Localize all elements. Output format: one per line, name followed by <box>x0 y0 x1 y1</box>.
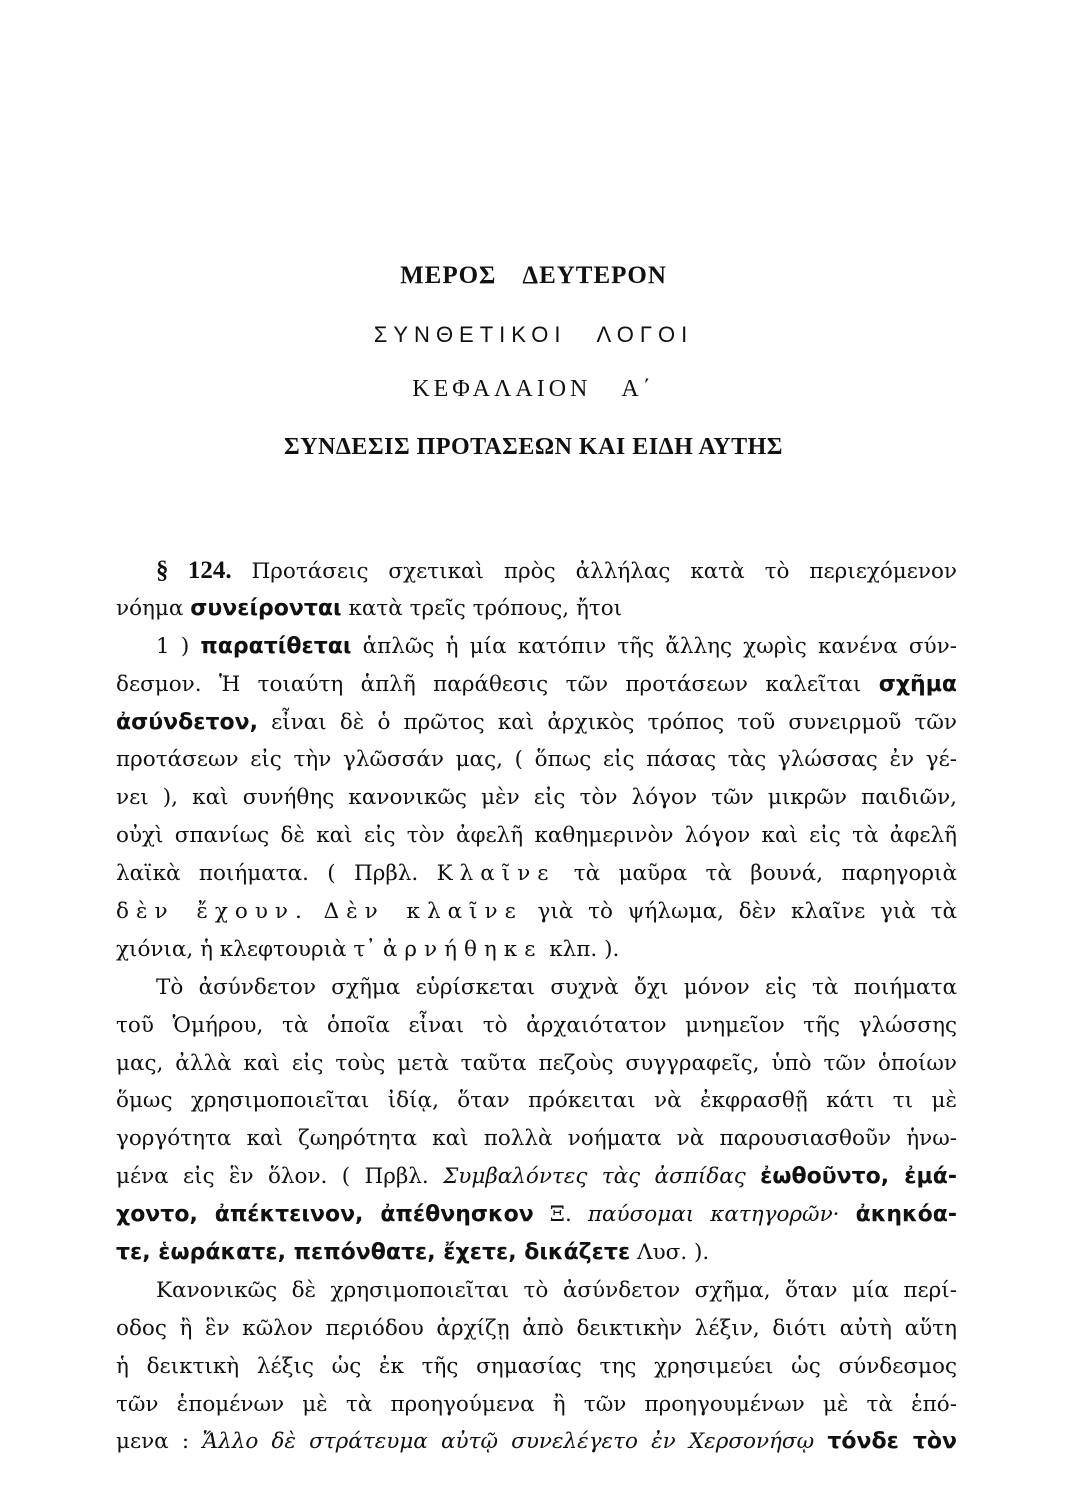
line-10-spaced-c: Δὲν κλαῖνε <box>323 899 523 925</box>
text-line-11 <box>116 931 957 969</box>
line-11-text-c: κλπ. ). <box>542 936 620 962</box>
text-line-24 <box>116 1423 957 1461</box>
body-text <box>116 552 957 1461</box>
line-24-italic: Ἄλλο δὲ στράτευμα αὐτῷ συνελέγετο ἐν Χερσονήσῳ <box>202 1429 815 1455</box>
line-18-text-b: Ξ. <box>533 1202 588 1228</box>
list-marker-1: 1 ) <box>156 633 201 659</box>
line-2-bold: συνείρονται <box>190 595 342 621</box>
line-19-bold: τε, ἑωράκατε, πεπόνθατε, ἔχετε, δικάζετε <box>116 1240 631 1266</box>
subtitle-heading <box>0 322 1067 348</box>
line-9-spaced: Κλαῖνε <box>436 861 556 887</box>
line-17-italic: Συμβαλόντες τὰς ἀσπίδας <box>443 1164 746 1190</box>
line-18-italic: παύσομαι κατηγορῶν· <box>587 1202 840 1228</box>
line-24-text-a: μενα : <box>116 1429 203 1455</box>
line-1-text: Προτάσεις σχετικαὶ πρὸς ἀλλήλας κατὰ τὸ περιεχόμενον <box>231 559 957 584</box>
line-5-text-b: εἶναι δὲ ὁ πρῶτος καὶ ἀρχικὸς τρόπος τοῦ συνειρμοῦ τῶν <box>257 709 957 735</box>
subtitle-word-2: ΛΟΓΟΙ <box>596 322 694 347</box>
line-2-text-c: κατὰ τρεῖς τρόπους, ἤτοι <box>341 595 623 621</box>
part-heading <box>0 262 1067 290</box>
text-line-5 <box>116 704 957 742</box>
text-line-14: μας, ἀλλὰ καὶ εἰς τοὺς μετὰ ταῦτα πεζοὺς συγγραφεῖς, ὑπὸ τῶν ὁποίων <box>116 1050 957 1076</box>
chapter-heading <box>0 376 1067 403</box>
text-line-4 <box>116 666 957 704</box>
part-word-2: ΔΕΥΤΕΡΟΝ <box>522 262 667 289</box>
text-line-15: ὅμως χρησιμοποιεῖται ἰδίᾳ, ὅταν πρόκειται νὰ ἐκφρασθῇ κάτι τι μὲ <box>116 1088 957 1114</box>
section-title: ΣΥΝΔΕΣΙΣ ΠΡΟΤΑΣΕΩΝ ΚΑΙ ΕΙΔΗ ΑΥΤΗΣ <box>284 434 783 460</box>
text-line-23: τῶν ἑπομένων μὲ τὰ προηγούμενα ἢ τῶν προηγουμένων μὲ τὰ ἑπό- <box>116 1391 957 1417</box>
line-2-text-a: νόημα <box>116 595 191 621</box>
part-word-1: ΜΕΡΟΣ <box>400 262 497 289</box>
text-line-22: ἡ δεικτικὴ λέξις ὡς ἐκ τῆς σημασίας της χρησιμεύει ὡς σύνδεσμος <box>116 1353 957 1379</box>
line-10-spaced-a: δὲν ἔχουν. <box>116 899 309 925</box>
text-line-12: Τὸ ἀσύνδετον σχῆμα εὑρίσκεται συχνὰ ὄχι μόνον εἰς τὰ ποιήματα <box>156 974 957 1000</box>
text-line-2 <box>116 590 957 628</box>
line-4-bold: σχῆμα <box>878 671 957 697</box>
text-line-9 <box>116 855 957 893</box>
chapter-word-1: ΚΕΦΑΛΑΙΟΝ <box>412 376 592 402</box>
line-17-gap <box>746 1164 760 1189</box>
text-line-17 <box>116 1158 957 1196</box>
line-10-text-d: γιὰ τὸ ψήλωμα, δὲν κλαῖνε γιὰ τὰ <box>522 899 957 925</box>
line-10-gap <box>309 899 324 924</box>
text-line-8: οὐχὶ σπανίως δὲ καὶ εἰς τὸν ἀφελῆ καθημερινὸν λόγον καὶ εἰς τὰ ἀφελῆ <box>116 823 957 849</box>
line-11-spaced: ἀρνήθηκε <box>382 936 543 962</box>
line-17-text-a: μένα εἰς ἓν ὅλον. ( Πρβλ. <box>116 1164 444 1190</box>
line-3-text-c: ἁπλῶς ἡ μία κατόπιν τῆς ἄλλης χωρὶς κανένα σύν- <box>351 633 957 659</box>
line-18-bold-e: ἀκηκόα- <box>855 1202 957 1228</box>
text-line-13: τοῦ Ὁμήρου, τὰ ὁποῖα εἶναι τὸ ἀρχαιότατον μνημεῖον τῆς γλώσσης <box>116 1012 957 1038</box>
text-line-6: προτάσεων εἰς τὴν γλῶσσάν μας, ( ὅπως εἰς πάσας τὰς γλώσσας ἐν γέ- <box>116 747 957 773</box>
line-4-text-a: δεσμον. Ἡ τοιαύτη ἁπλῆ παράθεσις τῶν προτάσεων καλεῖται <box>116 671 879 697</box>
line-9-text-c: τὰ μαῦρα τὰ βουνά, παρηγοριὰ <box>555 861 957 887</box>
line-19-text-b: Λυσ. ). <box>630 1240 710 1266</box>
text-line-16: γοργότητα καὶ ζωηρότητα καὶ πολλὰ νοήματα νὰ παρουσιασθοῦν ἡνω- <box>116 1126 957 1152</box>
line-11-text-a: χιόνια, ἡ κλεφτουριὰ τ᾽ <box>116 936 383 962</box>
line-24-bold: τόνδε τὸν <box>827 1429 957 1455</box>
subtitle-word-1: ΣΥΝΘΕΤΙΚΟΙ <box>373 322 567 347</box>
line-18-gap <box>840 1202 856 1227</box>
text-line-18 <box>116 1196 957 1234</box>
text-line-21: οδος ἢ ἓν κῶλον περιόδου ἀρχίζῃ ἀπὸ δεικτικὴν λέξιν, διότι αὐτὴ αὕτη <box>116 1315 957 1341</box>
line-18-bold-a: χοντο, ἀπέκτεινον, ἀπέθνησκον <box>116 1202 534 1228</box>
line-3-bold: παρατίθεται <box>200 633 352 659</box>
line-17-bold: ἐωθοῦντο, ἐμά- <box>760 1164 957 1190</box>
section-number: § 124. <box>156 557 232 584</box>
line-9-text-a: λαϊκὰ ποιήματα. ( Πρβλ. <box>116 861 437 887</box>
line-24-gap <box>814 1429 827 1454</box>
chapter-word-2: Α΄ <box>621 376 655 402</box>
text-line-1 <box>116 552 957 590</box>
text-line-19 <box>116 1234 957 1272</box>
text-line-3 <box>116 628 957 666</box>
text-line-10 <box>116 893 957 931</box>
line-5-bold: ἀσύνδετον, <box>116 709 258 735</box>
text-line-7: νει ), καὶ συνήθης κανονικῶς μὲν εἰς τὸν λόγον τῶν μικρῶν παιδιῶν, <box>116 785 957 811</box>
text-line-20: Κανονικῶς δὲ χρησιμοποιεῖται τὸ ἀσύνδετον σχῆμα, ὅταν μία περί- <box>156 1277 957 1303</box>
